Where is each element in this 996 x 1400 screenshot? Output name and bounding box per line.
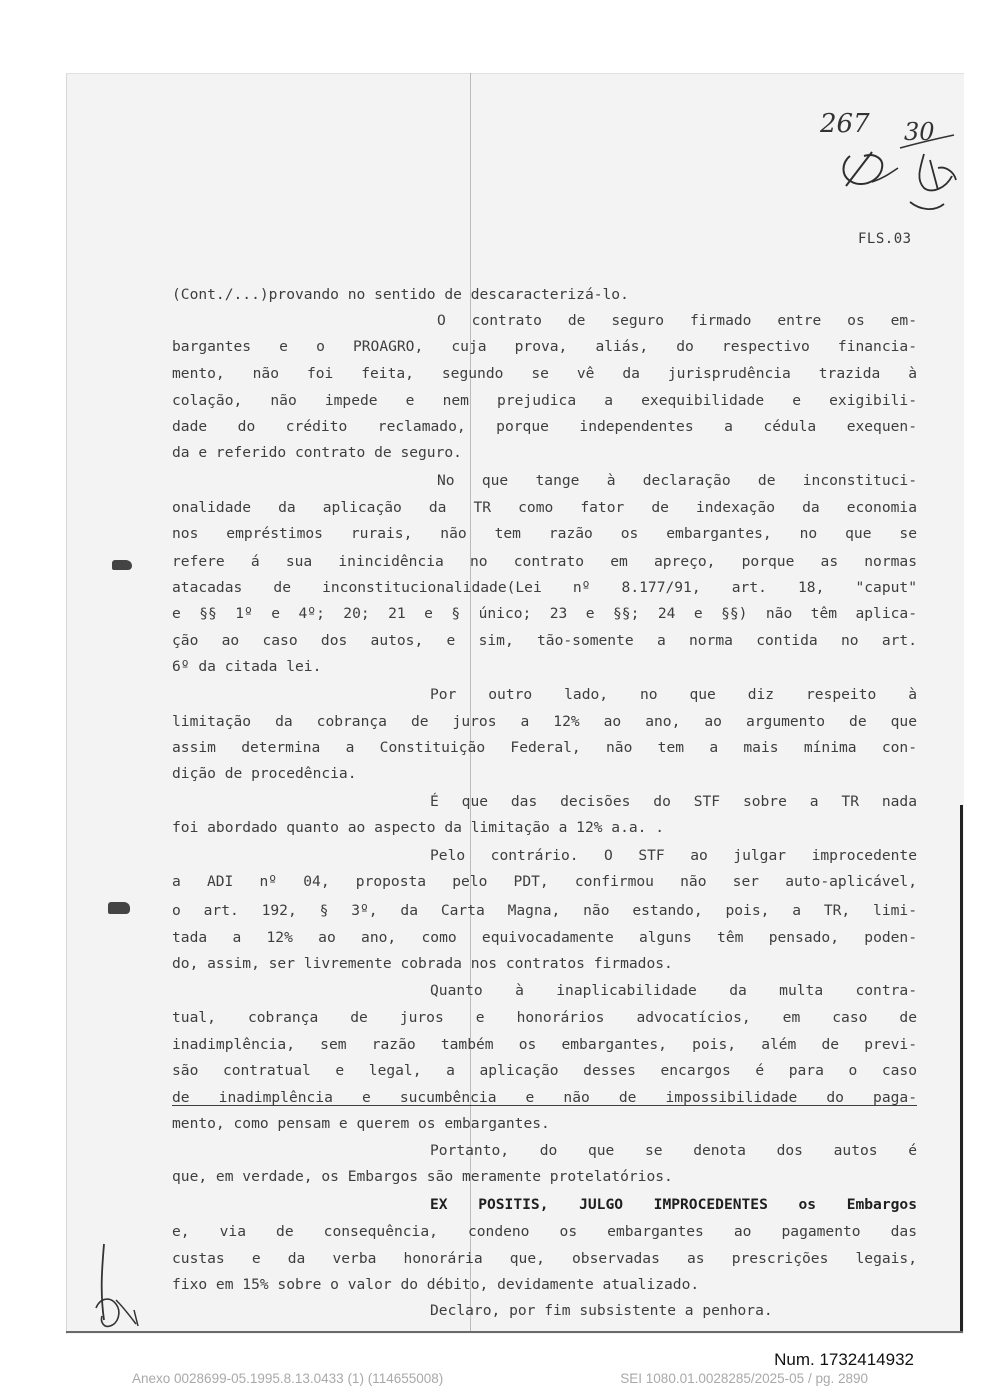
body-text-line: bargantes e o PROAGRO, cuja prova, aliás, do respectivo financia- bbox=[172, 338, 917, 355]
handwritten-number: 267 bbox=[820, 109, 870, 139]
body-text-line: da e referido contrato de seguro. bbox=[172, 444, 462, 461]
document-number: Num. 1732414932 bbox=[774, 1350, 914, 1369]
body-text-line: e §§ 1º e 4º; 20; 21 e § único; 23 e §§; 24 e §§) não têm aplica- bbox=[172, 605, 917, 622]
body-text-line: fixo em 15% sobre o valor do débito, devidamente atualizado. bbox=[172, 1276, 700, 1293]
body-text-line: atacadas de inconstitucionalidade(Lei nº 8.177/91, art. 18, "caput" bbox=[172, 579, 917, 596]
body-text-line: Declaro, por fim subsistente a penhora. bbox=[430, 1302, 773, 1319]
body-text-line: mento, não foi feita, segundo se vê da jurisprudência trazida à bbox=[172, 365, 917, 382]
body-text-line: são contratual e legal, a aplicação desses encargos é para o caso bbox=[172, 1062, 917, 1079]
body-text-line: Por outro lado, no que diz respeito à bbox=[430, 686, 917, 703]
page-stamp-number: FLS.03 bbox=[858, 231, 912, 247]
body-text-line: Pelo contrário. O STF ao julgar improcedente bbox=[430, 847, 917, 864]
body-text-line: mento, como pensam e querem os embargantes. bbox=[172, 1115, 550, 1132]
body-text-line-underlined: de inadimplência e sucumbência e não de impossibilidade do paga- bbox=[172, 1089, 917, 1106]
body-text-line: onalidade da aplicação da TR como fator de indexação da economia bbox=[172, 499, 917, 516]
handwritten-annotation bbox=[812, 98, 962, 218]
handwritten-number: 30 bbox=[904, 118, 935, 146]
body-text-line: a ADI nº 04, proposta pelo PDT, confirmou não ser auto-aplicável, bbox=[172, 873, 917, 890]
body-text-line: custas e da verba honorária que, observadas as prescrições legais, bbox=[172, 1250, 917, 1267]
body-text-line: É que das decisões do STF sobre a TR nada bbox=[430, 793, 917, 810]
body-text-line: ção ao caso dos autos, e sim, tão-somente a norma contida no art. bbox=[172, 632, 917, 649]
body-text-line: colação, não impede e nem prejudica a exequibilidade e exigibili- bbox=[172, 392, 917, 409]
sei-reference: SEI 1080.01.0028285/2025-05 / pg. 2890 bbox=[620, 1371, 868, 1386]
verdict-line: EX POSITIS, JULGO IMPROCEDENTES os Embargos bbox=[430, 1196, 917, 1213]
body-text-line: Quanto à inaplicabilidade da multa contra- bbox=[430, 982, 917, 999]
body-text-line: nos empréstimos rurais, não tem razão os embargantes, no que se bbox=[172, 525, 917, 542]
body-text-line: que, em verdade, os Embargos são meramente protelatórios. bbox=[172, 1168, 673, 1185]
body-text-line: No que tange à declaração de inconstituci- bbox=[437, 472, 917, 489]
annex-reference: Anexo 0028699-05.1995.8.13.0433 (1) (114655008) bbox=[132, 1371, 444, 1386]
body-text-line: foi abordado quanto ao aspecto da limitação a 12% a.a. . bbox=[172, 819, 665, 836]
body-text-line: o art. 192, § 3º, da Carta Magna, não estando, pois, a TR, limi- bbox=[172, 902, 917, 919]
punch-hole-mark bbox=[112, 560, 132, 570]
body-text-line: tual, cobrança de juros e honorários advocatícios, em caso de bbox=[172, 1009, 917, 1026]
handwritten-signature bbox=[90, 1238, 150, 1330]
body-text-line: inadimplência, sem razão também os embargantes, pois, além de previ- bbox=[172, 1036, 917, 1053]
page-edge-shadow bbox=[960, 805, 963, 1333]
body-text-line: Portanto, do que se denota dos autos é bbox=[430, 1142, 917, 1159]
body-text-line: (Cont./...)provando no sentido de descaracterizá-lo. bbox=[172, 286, 629, 303]
page-bottom-edge bbox=[66, 1331, 963, 1333]
body-text-line: refere á sua inincidência no contrato em apreço, porque as normas bbox=[172, 553, 917, 570]
punch-hole-mark bbox=[108, 902, 130, 914]
body-text-line: 6º da citada lei. bbox=[172, 658, 322, 675]
body-text-line: e, via de consequência, condeno os embargantes ao pagamento das bbox=[172, 1223, 917, 1240]
body-text-line: O contrato de seguro firmado entre os em- bbox=[437, 312, 917, 329]
body-text-line: dição de procedência. bbox=[172, 765, 357, 782]
body-text-line: do, assim, ser livremente cobrada nos contratos firmados. bbox=[172, 955, 673, 972]
body-text-line: assim determina a Constituição Federal, não tem a mais mínima con- bbox=[172, 739, 917, 756]
body-text-line: tada a 12% ao ano, como equivocadamente alguns têm pensado, poden- bbox=[172, 929, 917, 946]
body-text-line: limitação da cobrança de juros a 12% ao ano, ao argumento de que bbox=[172, 713, 917, 730]
footer-metadata bbox=[132, 1371, 868, 1386]
body-text-line: dade do crédito reclamado, porque independentes a cédula exequen- bbox=[172, 418, 917, 435]
